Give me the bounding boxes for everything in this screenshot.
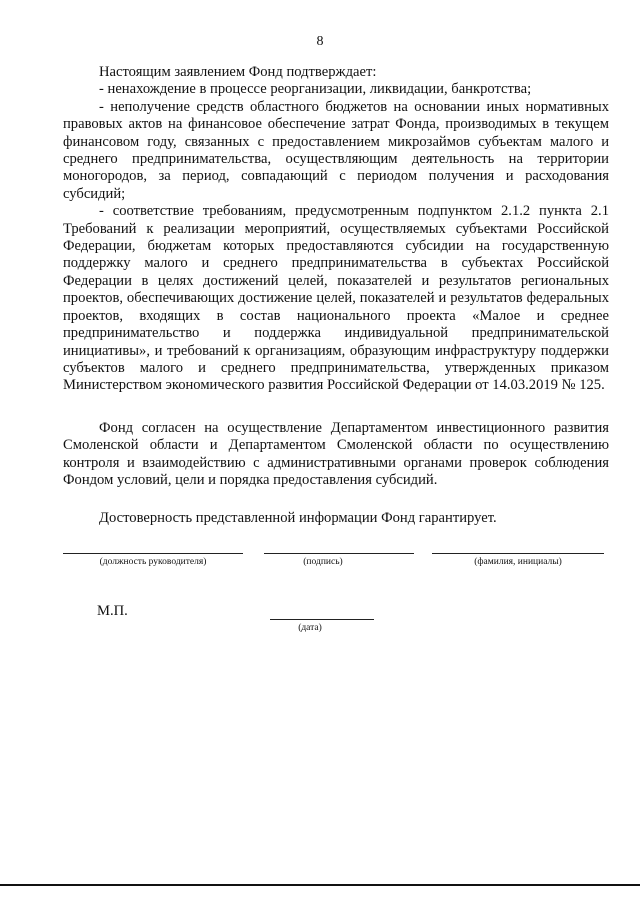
date-line bbox=[270, 619, 374, 620]
footer-rule bbox=[0, 884, 640, 886]
position-signature-line bbox=[63, 553, 243, 554]
guarantee-paragraph: Достоверность представленной информации Фонд гарантирует. bbox=[99, 510, 497, 526]
date-caption: (дата) bbox=[298, 623, 322, 633]
agreement-section bbox=[63, 420, 609, 490]
confirmation-item-requirements: - соответствие требованиям, предусмотренным подпунктом 2.1.2 пункта 2.1 Требований к реализации мероприятий, осуществляемых субъектами Российской Федерации, бюджетам которых предоставляются субсидии на государственную поддержку малого и среднего предпринимательства в субъектах Российской Федерации в целях достижений целей, показателей и результатов региональных проектов, обеспечивающих достижение целей, показателей и результатов федеральных проектов, входящих в состав национального проекта «Малое и среднее предпринимательство и поддержка индивидуальной предпринимательской инициативы», и требований к организациям, образующим инфраструктуру поддержки субъектов малого и среднего предпринимательства, утвержденных приказом Министерством экономического развития Российской Федерации от 14.03.2019 № 125. bbox=[63, 203, 609, 394]
confirmation-item-reorganization: - ненахождение в процессе реорганизации, ликвидации, банкротства; bbox=[99, 81, 532, 98]
position-caption: (должность руководителя) bbox=[99, 557, 207, 567]
stamp-label: М.П. bbox=[97, 603, 128, 619]
confirmation-section bbox=[63, 64, 609, 395]
name-signature-line bbox=[432, 553, 604, 554]
signature-caption: (подпись) bbox=[303, 557, 343, 567]
guarantee-section bbox=[63, 510, 609, 527]
name-caption: (фамилия, инициалы) bbox=[474, 557, 562, 567]
confirmation-lead: Настоящим заявлением Фонд подтверждает: bbox=[99, 64, 377, 80]
signature-line bbox=[264, 553, 414, 554]
confirmation-item-no-funds: - неполучение средств областного бюджетов на основании иных нормативных правовых актов на финансовое обеспечение затрат Фонда, производимых в текущем финансовом году, связанных с предоставлением микрозаймов субъектам малого и среднего предпринимательства, осуществляющим деятельность на территории моногородов, за период, совпадающий с периодом получения и расходования субсидий; bbox=[63, 98, 609, 202]
agreement-paragraph: Фонд согласен на осуществление Департаментом инвестиционного развития Смоленской области и Департаментом Смоленской области по осуществлению контроля и взаимодействию с административными органами проверок соблюдения Фондом условий, цели и порядка предоставления субсидий. bbox=[63, 420, 609, 489]
page-number: 8 bbox=[316, 34, 324, 49]
